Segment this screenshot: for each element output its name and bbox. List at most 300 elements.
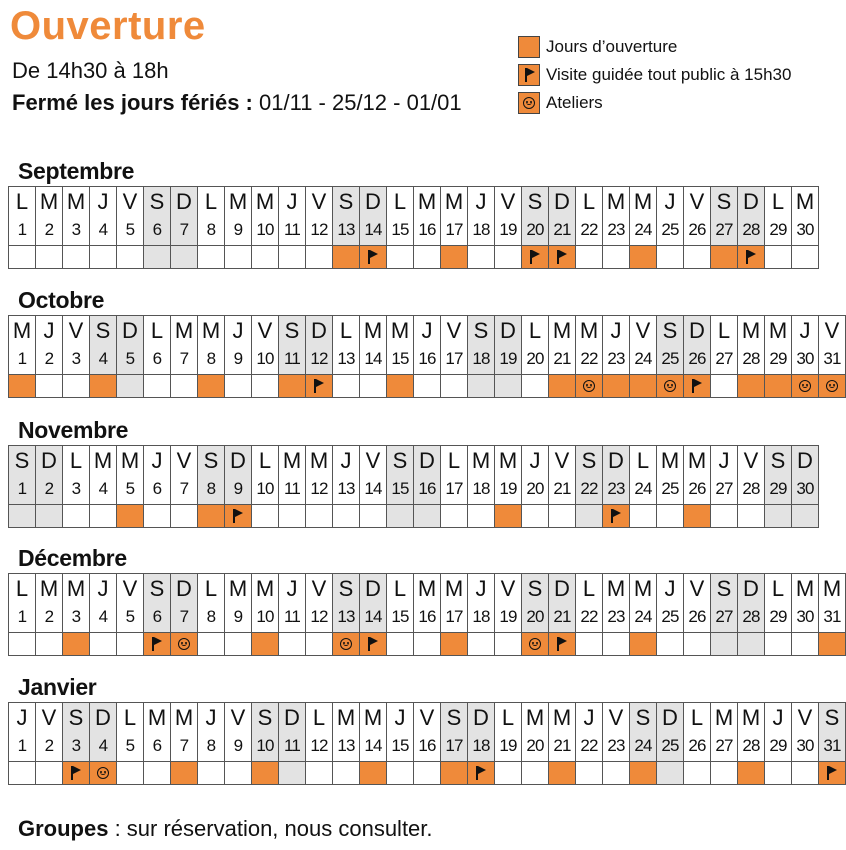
footer-note xyxy=(18,816,433,842)
day-cell xyxy=(9,316,36,375)
day-letter: S xyxy=(446,705,462,730)
day-cell xyxy=(711,316,738,375)
day-cell xyxy=(9,574,36,633)
day-cell xyxy=(657,574,684,633)
day-letter: V xyxy=(365,448,381,473)
day-cell xyxy=(738,703,765,762)
day-cell xyxy=(603,574,630,633)
day-letter: S xyxy=(392,448,408,473)
day-number: 8 xyxy=(206,607,216,626)
day-letter: M xyxy=(255,576,275,601)
day-marker xyxy=(225,375,252,398)
day-marker xyxy=(684,762,711,785)
day-letter: L xyxy=(312,705,326,730)
day-number: 26 xyxy=(688,479,706,498)
day-marker xyxy=(738,505,765,528)
day-letter: J xyxy=(610,318,622,343)
day-letter: S xyxy=(473,318,489,343)
day-number: 13 xyxy=(337,607,355,626)
day-number: 27 xyxy=(715,607,733,626)
day-number: 27 xyxy=(715,220,733,239)
day-marker xyxy=(441,633,468,656)
day-number: 22 xyxy=(580,349,598,368)
day-cell xyxy=(549,316,576,375)
day-letter: J xyxy=(205,705,217,730)
flag-icon xyxy=(827,766,829,780)
day-number: 24 xyxy=(634,736,652,755)
day-letter: M xyxy=(255,189,275,214)
day-marker xyxy=(36,505,63,528)
day-marker xyxy=(441,762,468,785)
day-marker xyxy=(684,375,711,398)
day-cell xyxy=(819,574,846,633)
day-marker xyxy=(144,633,171,656)
day-number: 23 xyxy=(607,220,625,239)
day-letter: D xyxy=(500,318,516,343)
closed-days xyxy=(12,90,462,116)
day-marker xyxy=(414,762,441,785)
day-number: 3 xyxy=(71,736,81,755)
flag-icon xyxy=(530,250,532,264)
day-number: 30 xyxy=(796,607,814,626)
day-marker xyxy=(468,375,495,398)
open-swatch xyxy=(518,36,540,58)
day-marker xyxy=(819,762,846,785)
day-number: 12 xyxy=(310,607,328,626)
day-number: 13 xyxy=(337,479,355,498)
day-marker xyxy=(657,246,684,269)
day-number: 2 xyxy=(44,220,54,239)
day-number: 14 xyxy=(364,220,382,239)
day-number: 30 xyxy=(796,736,814,755)
day-cell xyxy=(252,446,279,505)
day-cell xyxy=(387,703,414,762)
day-marker xyxy=(279,762,306,785)
day-cell xyxy=(225,703,252,762)
day-cell xyxy=(360,187,387,246)
day-letter: D xyxy=(176,576,192,601)
flag-icon xyxy=(314,379,316,393)
day-marker xyxy=(522,633,549,656)
day-marker xyxy=(414,246,441,269)
day-cell xyxy=(792,187,819,246)
day-number: 30 xyxy=(796,220,814,239)
day-marker xyxy=(684,633,711,656)
day-marker xyxy=(441,505,468,528)
day-number: 6 xyxy=(152,607,162,626)
day-number: 12 xyxy=(310,736,328,755)
day-number: 7 xyxy=(179,607,189,626)
day-number: 1 xyxy=(17,736,27,755)
smiley-icon xyxy=(826,380,838,392)
day-cell xyxy=(657,187,684,246)
day-marker xyxy=(144,505,171,528)
day-marker xyxy=(306,762,333,785)
day-letter: D xyxy=(554,576,570,601)
day-cell xyxy=(684,187,711,246)
day-cell xyxy=(468,187,495,246)
flag-icon xyxy=(557,250,559,264)
day-letter: V xyxy=(689,189,705,214)
day-marker xyxy=(576,246,603,269)
day-cell xyxy=(171,187,198,246)
day-number: 27 xyxy=(715,479,733,498)
day-letter: S xyxy=(662,318,678,343)
day-number: 5 xyxy=(125,479,135,498)
day-number: 7 xyxy=(179,479,189,498)
flag-icon xyxy=(476,766,478,780)
day-cell xyxy=(387,446,414,505)
day-cell xyxy=(198,446,225,505)
day-cell xyxy=(225,574,252,633)
day-letter: D xyxy=(230,448,246,473)
day-letter: S xyxy=(527,189,543,214)
day-marker xyxy=(684,246,711,269)
day-number: 8 xyxy=(206,479,216,498)
flag-icon xyxy=(557,637,559,651)
day-number: 17 xyxy=(445,220,463,239)
day-marker xyxy=(36,375,63,398)
day-number: 28 xyxy=(742,220,760,239)
day-number: 10 xyxy=(256,736,274,755)
day-marker xyxy=(171,375,198,398)
day-cell xyxy=(63,574,90,633)
day-letter: D xyxy=(797,448,813,473)
day-letter: M xyxy=(687,448,707,473)
day-number: 30 xyxy=(796,479,814,498)
day-marker xyxy=(603,633,630,656)
day-cell xyxy=(387,187,414,246)
day-letter: V xyxy=(122,189,138,214)
day-marker xyxy=(603,375,630,398)
day-letter: M xyxy=(12,318,32,343)
day-cell xyxy=(414,316,441,375)
day-number: 14 xyxy=(364,607,382,626)
day-letter: D xyxy=(365,189,381,214)
day-marker xyxy=(9,505,36,528)
day-number: 6 xyxy=(152,220,162,239)
day-cell xyxy=(684,316,711,375)
day-cell xyxy=(792,574,819,633)
day-letter: M xyxy=(552,318,572,343)
day-cell xyxy=(765,574,792,633)
day-marker xyxy=(711,762,738,785)
day-marker xyxy=(738,762,765,785)
day-number: 19 xyxy=(499,479,517,498)
day-marker xyxy=(117,246,144,269)
day-letter: M xyxy=(795,576,815,601)
day-number: 22 xyxy=(580,607,598,626)
day-cell xyxy=(549,446,576,505)
day-marker xyxy=(657,375,684,398)
empty-cell xyxy=(819,187,846,246)
day-number: 25 xyxy=(661,220,679,239)
day-cell xyxy=(522,574,549,633)
day-cell xyxy=(711,703,738,762)
day-letter: V xyxy=(797,705,813,730)
day-number: 25 xyxy=(661,479,679,498)
day-marker xyxy=(576,762,603,785)
day-letter: M xyxy=(822,576,842,601)
day-number: 17 xyxy=(445,349,463,368)
day-number: 11 xyxy=(283,607,301,626)
smiley-icon xyxy=(799,380,811,392)
day-marker xyxy=(306,633,333,656)
day-cell xyxy=(441,574,468,633)
day-marker xyxy=(441,246,468,269)
day-number: 21 xyxy=(553,736,571,755)
day-letter: J xyxy=(799,318,811,343)
day-cell xyxy=(441,187,468,246)
day-letter: M xyxy=(633,189,653,214)
day-letter: M xyxy=(147,705,167,730)
day-cell xyxy=(576,316,603,375)
day-marker xyxy=(549,505,576,528)
day-number: 7 xyxy=(179,220,189,239)
day-number: 10 xyxy=(256,607,274,626)
day-number: 12 xyxy=(310,349,328,368)
month-octobre xyxy=(8,285,841,398)
day-marker xyxy=(468,762,495,785)
day-marker xyxy=(711,633,738,656)
day-marker xyxy=(360,246,387,269)
day-letter: S xyxy=(14,448,30,473)
day-letter: M xyxy=(444,576,464,601)
day-number: 24 xyxy=(634,220,652,239)
day-cell xyxy=(171,316,198,375)
empty-cell xyxy=(819,505,846,528)
month-septembre xyxy=(8,156,818,269)
day-letter: J xyxy=(421,318,433,343)
day-cell xyxy=(738,187,765,246)
day-number: 3 xyxy=(71,607,81,626)
day-cell xyxy=(387,574,414,633)
day-number: 2 xyxy=(44,607,54,626)
day-cell xyxy=(657,703,684,762)
day-marker xyxy=(306,505,333,528)
day-cell xyxy=(360,703,387,762)
day-cell xyxy=(333,187,360,246)
day-cell xyxy=(765,187,792,246)
day-cell xyxy=(441,703,468,762)
day-letter: V xyxy=(311,576,327,601)
day-letter: L xyxy=(771,189,785,214)
flag-icon xyxy=(233,509,235,523)
day-marker xyxy=(765,762,792,785)
day-letter: L xyxy=(69,448,83,473)
day-number: 11 xyxy=(283,349,301,368)
day-cell xyxy=(117,316,144,375)
day-letter: S xyxy=(149,189,165,214)
day-cell xyxy=(279,703,306,762)
day-marker xyxy=(117,505,144,528)
day-marker xyxy=(252,762,279,785)
day-marker xyxy=(468,246,495,269)
opening-hours: De 14h30 à 18h xyxy=(12,58,169,83)
day-letter: S xyxy=(284,318,300,343)
day-marker xyxy=(630,762,657,785)
day-marker xyxy=(360,762,387,785)
day-letter: S xyxy=(716,189,732,214)
day-marker xyxy=(549,246,576,269)
day-marker xyxy=(468,633,495,656)
day-marker xyxy=(144,375,171,398)
flag-icon xyxy=(746,250,748,264)
day-marker xyxy=(387,762,414,785)
day-cell xyxy=(711,574,738,633)
day-number: 27 xyxy=(715,736,733,755)
day-letter: D xyxy=(689,318,705,343)
day-marker xyxy=(333,246,360,269)
day-number: 1 xyxy=(17,607,27,626)
day-letter: M xyxy=(525,705,545,730)
day-cell xyxy=(225,446,252,505)
day-cell xyxy=(333,446,360,505)
day-cell xyxy=(36,187,63,246)
flag-icon xyxy=(368,637,370,651)
day-cell xyxy=(414,703,441,762)
day-letter: J xyxy=(151,448,163,473)
day-letter: V xyxy=(500,189,516,214)
flag-icon xyxy=(152,637,154,651)
day-marker xyxy=(414,375,441,398)
day-cell xyxy=(603,316,630,375)
day-cell xyxy=(657,446,684,505)
day-marker xyxy=(117,633,144,656)
day-cell xyxy=(630,446,657,505)
day-letter: L xyxy=(717,318,731,343)
day-marker xyxy=(279,246,306,269)
day-cell xyxy=(522,703,549,762)
day-number: 9 xyxy=(233,736,243,755)
day-letter: J xyxy=(394,705,406,730)
day-cell xyxy=(171,703,198,762)
day-marker xyxy=(549,633,576,656)
day-marker xyxy=(495,633,522,656)
day-number: 12 xyxy=(310,220,328,239)
day-marker xyxy=(36,762,63,785)
day-marker xyxy=(333,375,360,398)
day-number: 5 xyxy=(125,349,135,368)
day-cell xyxy=(90,446,117,505)
day-letter: D xyxy=(608,448,624,473)
day-letter: M xyxy=(363,705,383,730)
day-cell xyxy=(495,446,522,505)
day-cell xyxy=(603,703,630,762)
day-number: 15 xyxy=(391,607,409,626)
day-cell xyxy=(171,446,198,505)
day-cell xyxy=(576,187,603,246)
legend-workshop-label: Ateliers xyxy=(546,93,603,112)
day-cell xyxy=(90,316,117,375)
day-letter: M xyxy=(66,576,86,601)
day-cell xyxy=(495,703,522,762)
day-letter: M xyxy=(768,318,788,343)
day-marker xyxy=(495,505,522,528)
day-letter: J xyxy=(97,189,109,214)
day-number: 26 xyxy=(688,349,706,368)
day-letter: V xyxy=(311,189,327,214)
day-number: 3 xyxy=(71,220,81,239)
day-number: 15 xyxy=(391,220,409,239)
day-cell xyxy=(549,703,576,762)
day-number: 14 xyxy=(364,349,382,368)
day-number: 22 xyxy=(580,220,598,239)
day-marker xyxy=(252,246,279,269)
day-cell xyxy=(549,187,576,246)
day-letter: M xyxy=(39,576,59,601)
day-marker xyxy=(198,505,225,528)
day-marker xyxy=(144,762,171,785)
day-cell xyxy=(630,574,657,633)
day-cell xyxy=(441,316,468,375)
day-number: 26 xyxy=(688,220,706,239)
day-marker xyxy=(603,762,630,785)
day-marker xyxy=(90,762,117,785)
day-letter: V xyxy=(500,576,516,601)
day-cell xyxy=(576,703,603,762)
day-letter: J xyxy=(475,576,487,601)
day-marker xyxy=(576,505,603,528)
day-marker xyxy=(522,762,549,785)
day-number: 18 xyxy=(472,220,490,239)
day-cell xyxy=(63,446,90,505)
day-letter: V xyxy=(41,705,57,730)
day-cell xyxy=(63,703,90,762)
smiley-icon xyxy=(583,380,595,392)
day-marker xyxy=(495,246,522,269)
day-cell xyxy=(360,446,387,505)
day-number: 1 xyxy=(17,349,27,368)
day-marker xyxy=(63,375,90,398)
day-letter: D xyxy=(176,189,192,214)
day-letter: M xyxy=(363,318,383,343)
day-number: 29 xyxy=(769,479,787,498)
day-cell xyxy=(333,574,360,633)
day-letter: V xyxy=(419,705,435,730)
day-letter: D xyxy=(743,576,759,601)
day-marker xyxy=(360,633,387,656)
day-cell xyxy=(306,446,333,505)
day-number: 4 xyxy=(98,349,108,368)
legend-workshop xyxy=(518,90,791,116)
day-letter: M xyxy=(633,576,653,601)
day-cell xyxy=(9,703,36,762)
day-cell xyxy=(468,703,495,762)
day-marker xyxy=(819,633,846,656)
day-marker xyxy=(711,505,738,528)
day-number: 24 xyxy=(634,349,652,368)
day-cell xyxy=(117,187,144,246)
day-number: 22 xyxy=(580,479,598,498)
day-number: 18 xyxy=(472,349,490,368)
month-grid xyxy=(8,315,846,398)
day-number: 28 xyxy=(742,479,760,498)
workshop-swatch xyxy=(518,92,540,114)
day-cell xyxy=(765,316,792,375)
day-marker xyxy=(279,633,306,656)
day-marker xyxy=(198,246,225,269)
day-marker xyxy=(792,633,819,656)
smiley-icon xyxy=(97,767,109,779)
day-marker xyxy=(630,375,657,398)
day-cell xyxy=(9,187,36,246)
day-cell xyxy=(225,187,252,246)
day-letter: M xyxy=(39,189,59,214)
day-letter: D xyxy=(473,705,489,730)
flag-icon xyxy=(71,766,73,780)
day-number: 12 xyxy=(310,479,328,498)
